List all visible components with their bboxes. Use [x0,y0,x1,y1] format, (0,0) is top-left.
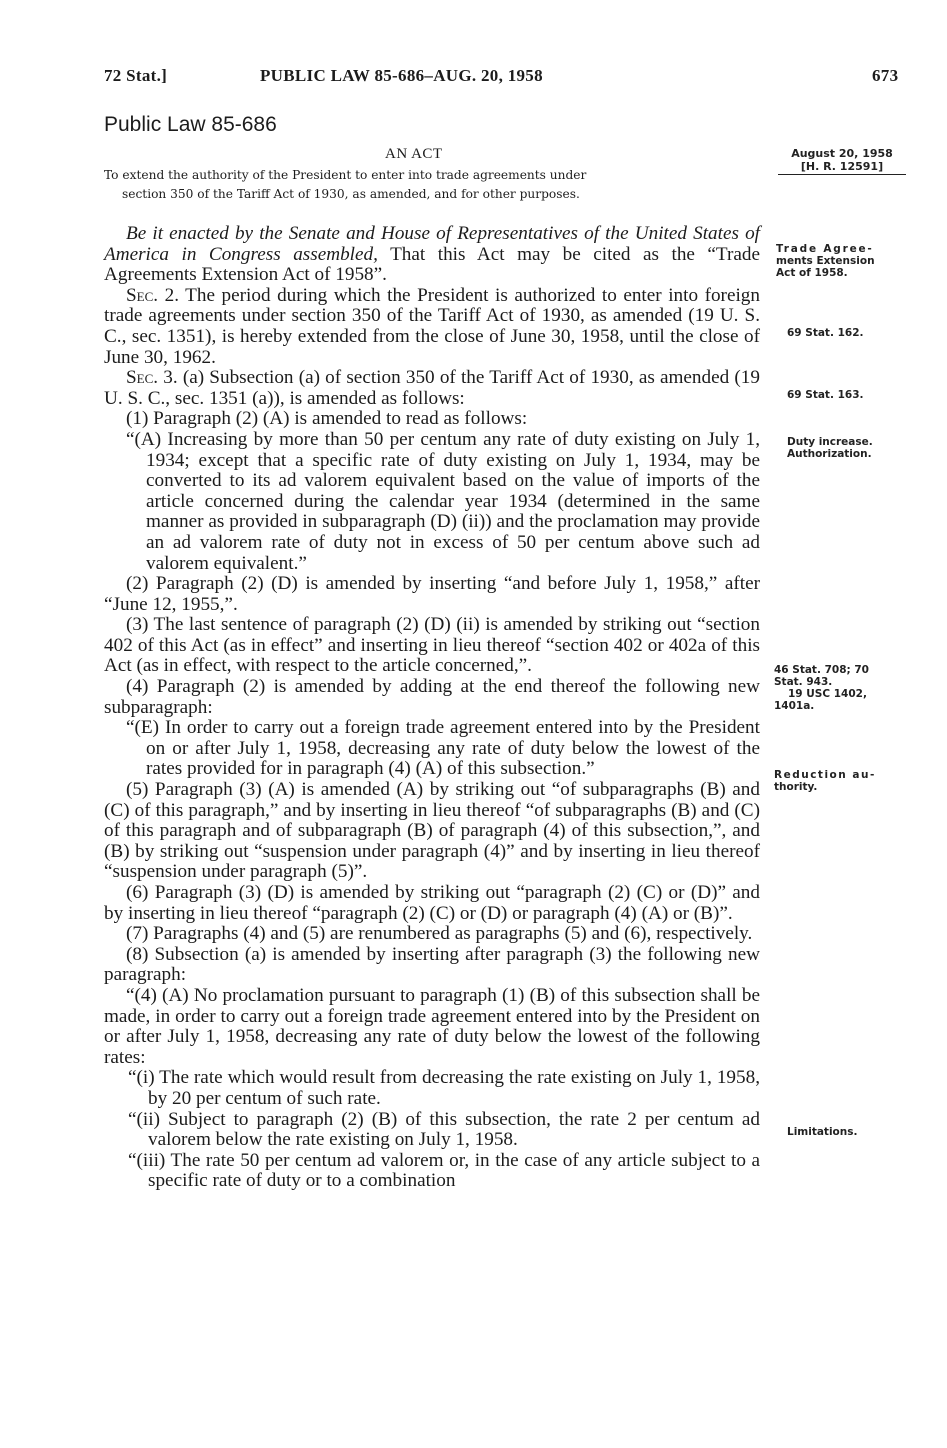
margin-ref-line-4: 1401a. [774,700,815,712]
section-2-label: Sec. 2. [126,284,179,306]
item-ii: “(ii) Subject to paragraph (2) (B) of this subsection, the rate 2 per centum ad valorem below the rate existing on July 1, 1958. [128,1108,760,1151]
section-3 [104,368,760,409]
purpose-line-1: To extend the authority of the President to enter into trade agreements under [104,168,587,182]
section-3-text: (a) Subsection (a) of section 350 of the Tariff Act of 1930, as amended (19 U. S. C., sec. 1351 (a)), is amended as follows: [104,367,760,409]
item-i: “(i) The rate which would result from decreasing the rate existing on July 1, 1958, by 20 per centum of such rate. [128,1067,760,1109]
enacting-formula: Be it enacted by the Senate and House of Representatives of the United States of America in Congress assembled, [104,223,760,265]
margin-stat-162: 69 Stat. 162. [787,327,864,339]
page-number: 673 [872,66,899,85]
margin-reduction-line-2: thority. [774,781,818,793]
margin-limitations-note: Limitations. [787,1126,858,1138]
margin-duty-note [787,436,873,460]
paragraph-1-quote: “(A) Increasing by more than 50 per centum any rate of duty existing on July 1, 1934; except that a specific rate of duty existing on July 1, 1934, may be converted to its ad valorem equivalent based on the value of imports of the article concerned during the calendar year 1934 (determined in the same manner as provided in subparagraph (D) (ii)) and the proclamation may provide an ad valorem rate of duty not in excess of 50 per centum above such ad valorem equivalent.” [126,428,760,574]
margin-citation-note [774,664,914,712]
running-header-volume: 72 Stat.] [104,66,168,85]
margin-duty-line-1: Duty increase. [787,436,873,448]
margin-duty-line-2: Authorization. [787,448,872,460]
margin-date-note [778,147,906,175]
margin-ref-line-1: 46 Stat. 708; 70 [774,664,869,676]
paragraph-2: (2) Paragraph (2) (D) is amended by inserting “and before July 1, 1958,” after “June 12, 1955,”. [104,573,760,615]
paragraph-8: (8) Subsection (a) is amended by inserting after paragraph (3) the following new paragraph: [104,943,760,986]
item-iii: “(iii) The rate 50 per centum ad valorem or, in the case of any article subject to a specific rate of duty or to a combination [128,1149,760,1192]
margin-reduction-note [774,769,876,793]
purpose-line-2: section 350 of the Tariff Act of 1930, as amended, and for other purposes. [122,187,580,201]
margin-trade-line-1: Trade Agree- [776,243,874,255]
margin-date: August 20, 1958 [791,147,893,160]
enacting-clause [104,224,760,286]
section-2-text: The period during which the President is authorized to enter into foreign trade agreements under section 350 of the Tariff Act of 1930, as amended (19 U. S. C., sec. 1351), is hereby extended from the close of June 30, 1958, until the close of June 30, 1962. [104,284,760,368]
paragraph-3: (3) The last sentence of paragraph (2) (D) (ii) is amended by striking out “section 402 of this Act (as in effect” and inserting in lieu thereof “section 402 or 402a of this Act (as in effect, with respect to the article concerned,”. [104,614,760,677]
short-title-text: That this Act may be cited as the “Trade Agreements Extension Act of 1958”. [104,243,760,286]
act-body [104,224,760,1192]
purpose-clause [104,166,756,204]
margin-trade-line-3: Act of 1958. [776,267,848,279]
section-2 [104,286,760,368]
running-header-title: PUBLIC LAW 85-686–AUG. 20, 1958 [260,66,543,85]
margin-trade-line-2: ments Extension [776,255,875,267]
paragraph-4: (4) Paragraph (2) is amended by adding at the end thereof the following new subparagraph: [104,676,760,718]
paragraph-7: (7) Paragraphs (4) and (5) are renumbered as paragraphs (5) and (6), respectively. [126,923,753,945]
margin-bill-number: [H. R. 12591] [778,160,906,175]
paragraph-6: (6) Paragraph (3) (D) is amended by striking out “paragraph (2) (C) or (D)” and by inserting in lieu thereof “paragraph (2) (C) or (D) or paragraph (4) (A) or (B)”. [104,882,760,924]
margin-reduction-line-1: Reduction au- [774,769,876,781]
margin-ref-line-2: Stat. 943. [774,676,833,688]
section-3-label: Sec. 3. [126,367,178,389]
paragraph-4-quote: “(E) In order to carry out a foreign trade agreement entered into by the President on or after July 1, 1958, decreasing any rate of duty below the lowest of the rates provided for in paragraph (4) (A) of this subsection.” [126,717,760,780]
margin-short-title-note [776,243,875,279]
margin-ref-line-3: 19 USC 1402, [788,688,867,700]
paragraph-5: (5) Paragraph (3) (A) is amended (A) by striking out “of subparagraphs (B) and (C) of this paragraph,” and by inserting in lieu thereof “of subparagraphs (B) and (C) of this paragraph and of subparagraph (B) of paragraph (4) of this subsection,”, and (B) by striking out “suspension under paragraph (4)” and by inserting in lieu thereof “suspension under paragraph (5)”. [104,779,760,883]
margin-stat-163: 69 Stat. 163. [787,389,864,401]
paragraph-1: (1) Paragraph (2) (A) is amended to read as follows: [126,408,528,430]
law-title: Public Law 85-686 [104,113,277,136]
paragraph-8-quote: “(4) (A) No proclamation pursuant to paragraph (1) (B) of this subsection shall be made, in order to carry out a foreign trade agreement entered into by the President on or after July 1, 1958, decreasing any rate of duty below the lowest of the following rates: [104,984,760,1068]
an-act-heading: AN ACT [385,146,443,162]
